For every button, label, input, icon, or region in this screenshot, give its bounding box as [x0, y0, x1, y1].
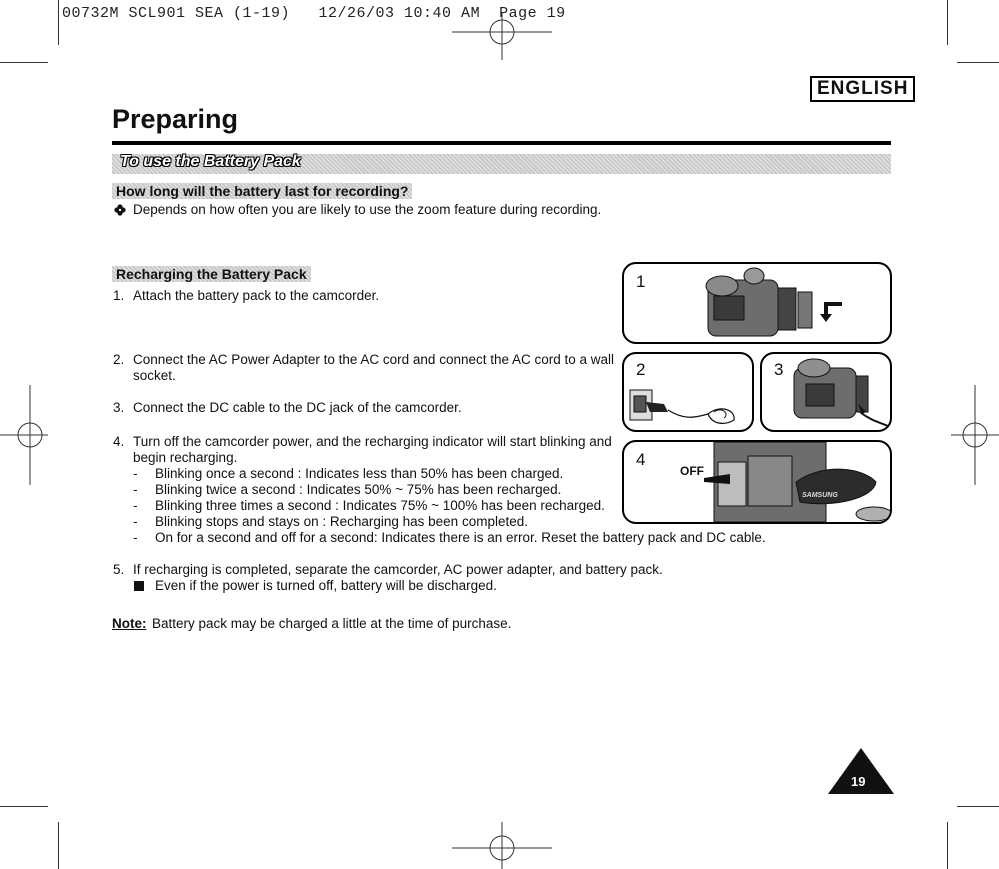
off-label: OFF	[680, 464, 704, 478]
blink-dash-4: -	[133, 514, 138, 529]
figure-number-3: 3	[774, 360, 784, 379]
step-5-text: If recharging is completed, separate the camcorder, AC power adapter, and battery pack.	[133, 562, 663, 577]
registration-mark-right	[951, 385, 999, 485]
crop-mark-br-h	[957, 806, 999, 807]
dc-jack-illustration	[762, 354, 890, 430]
blink-dash-5: -	[133, 530, 138, 545]
crop-mark-tl-h	[0, 62, 48, 63]
blink-dash-2: -	[133, 482, 138, 497]
step-4-number: 4.	[113, 434, 125, 449]
step-3-number: 3.	[113, 400, 125, 415]
battery-duration-text: Depends on how often you are likely to use the zoom feature during recording.	[133, 202, 602, 217]
crop-mark-tr-h	[957, 62, 999, 63]
page-title: Preparing	[112, 104, 239, 134]
crop-mark-tr-v	[947, 0, 948, 45]
note-label: Note:	[112, 616, 147, 631]
recharging-heading: Recharging the Battery Pack	[112, 266, 311, 282]
print-header: 00732M SCL901 SEA (1-19) 12/26/03 10:40 AM Page 19	[62, 5, 566, 22]
figure-panel-1	[622, 262, 892, 344]
title-rule	[112, 141, 891, 145]
step-5-number: 5.	[113, 562, 125, 577]
section-title: To use the Battery Pack	[120, 153, 301, 170]
step-1-text: Attach the battery pack to the camcorder.	[133, 288, 380, 303]
blink-dash-1: -	[133, 466, 138, 481]
brand-label: SAMSUNG	[802, 492, 838, 499]
page-number: 19	[851, 774, 866, 789]
figure-number-2: 2	[636, 360, 646, 379]
step-4-text-cont: begin recharging.	[133, 450, 238, 465]
crop-mark-bl-v	[58, 822, 59, 869]
blink-item-1: Blinking once a second : Indicates less than 50% has been charged.	[155, 466, 564, 481]
battery-duration-heading: How long will the battery last for recording?	[112, 183, 412, 199]
crop-mark-br-v	[947, 822, 948, 869]
figure-number-1: 1	[636, 272, 646, 291]
camcorder-power-off-illustration	[704, 442, 890, 522]
registration-mark-top	[452, 12, 552, 62]
four-leaf-bullet-icon	[114, 204, 126, 216]
step-3-text: Connect the DC cable to the DC jack of the camcorder.	[133, 400, 462, 415]
ac-adapter-illustration	[624, 354, 752, 430]
figure-panel-2	[622, 352, 754, 432]
figure-panel-3	[760, 352, 892, 432]
step-2-text: Connect the AC Power Adapter to the AC cord and connect the AC cord to a wall	[133, 352, 615, 367]
blink-item-2: Blinking twice a second : Indicates 50% ~ 75% has been recharged.	[155, 482, 562, 497]
discharge-note: Even if the power is turned off, battery will be discharged.	[155, 578, 497, 593]
crop-mark-tl-v	[58, 0, 59, 45]
crop-mark-bl-h	[0, 806, 48, 807]
step-1-number: 1.	[113, 288, 125, 303]
square-bullet-icon	[134, 581, 144, 591]
camcorder-battery-illustration	[694, 266, 884, 340]
registration-mark-left	[0, 385, 48, 485]
note-text: Battery pack may be charged a little at the time of purchase.	[152, 616, 512, 631]
language-badge: ENGLISH	[810, 76, 915, 102]
registration-mark-bottom	[452, 822, 552, 869]
blink-item-4: Blinking stops and stays on : Recharging has been completed.	[155, 514, 528, 529]
figure-panel-4	[622, 440, 892, 524]
blink-item-5: On for a second and off for a second: Indicates there is an error. Reset the battery pack and DC cable.	[155, 530, 766, 545]
blink-item-3: Blinking three times a second : Indicates 75% ~ 100% has been recharged.	[155, 498, 605, 513]
step-2-number: 2.	[113, 352, 125, 367]
figure-number-4: 4	[636, 450, 646, 469]
step-2-text-cont: socket.	[133, 368, 176, 383]
step-4-text: Turn off the camcorder power, and the recharging indicator will start blinking and	[133, 434, 612, 449]
blink-dash-3: -	[133, 498, 138, 513]
